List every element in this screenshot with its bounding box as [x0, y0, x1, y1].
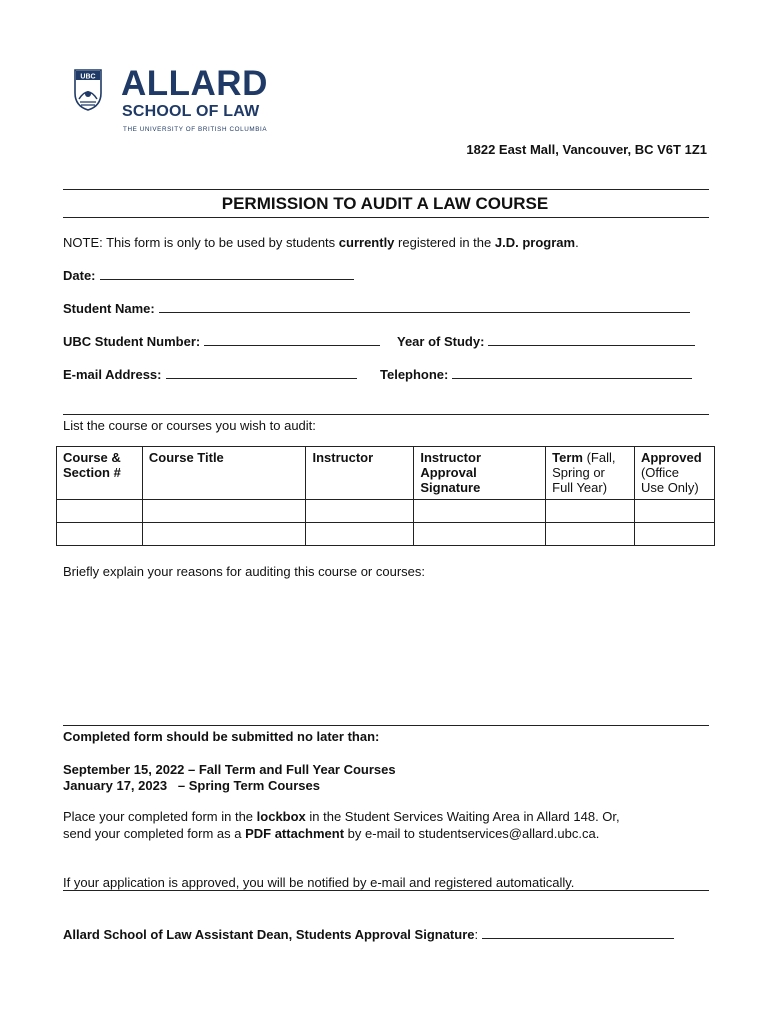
student-name-label: Student Name:: [63, 301, 155, 316]
reasons-rule: [63, 725, 709, 726]
courses-intro: List the course or courses you wish to audit:: [63, 418, 316, 433]
signature-field: Allard School of Law Assistant Dean, Students Approval Signature:: [63, 927, 674, 942]
header-approved: Approved (Office Use Only): [634, 447, 714, 500]
student-name-field: [63, 301, 690, 316]
courses-header-row: [57, 447, 715, 500]
note-suffix: .: [575, 235, 579, 250]
signature-label: Allard School of Law Assistant Dean, Students Approval Signature: [63, 927, 475, 942]
title-rule-top: [63, 189, 709, 190]
courses-rule: [63, 414, 709, 415]
telephone-input[interactable]: [452, 367, 692, 379]
date-input[interactable]: [100, 268, 354, 280]
logo-university: THE UNIVERSITY OF BRITISH COLUMBIA: [123, 126, 268, 133]
submission-instructions: Place your completed form in the lockbox in the Student Services Waiting Area in Allard 148. Or, send your completed form as a PDF attachment by e-mail to studentservices@allard.ubc.ca.: [63, 809, 620, 841]
address: 1822 East Mall, Vancouver, BC V6T 1Z1: [466, 142, 707, 157]
table-cell[interactable]: [414, 500, 546, 523]
note-middle: registered in the: [394, 235, 495, 250]
table-cell[interactable]: [414, 523, 546, 546]
year-of-study-label: Year of Study:: [397, 334, 485, 349]
header-term: Term (Fall, Spring or Full Year): [546, 447, 635, 500]
table-cell[interactable]: [57, 523, 143, 546]
table-cell[interactable]: [546, 500, 635, 523]
deadline-fall: September 15, 2022 – Fall Term and Full Year Courses: [63, 762, 396, 777]
student-number-input[interactable]: [204, 334, 380, 346]
logo-allard: ALLARD: [121, 64, 268, 103]
deadline-spring-text: – Spring Term Courses: [177, 778, 320, 793]
table-cell: [634, 500, 714, 523]
email-label: E-mail Address:: [63, 367, 162, 382]
reasons-textarea[interactable]: [63, 582, 709, 720]
telephone-label: Telephone:: [380, 367, 449, 382]
table-cell[interactable]: [142, 500, 306, 523]
signature-input[interactable]: [482, 927, 674, 939]
table-cell: [634, 523, 714, 546]
table-cell[interactable]: [546, 523, 635, 546]
table-row: [57, 523, 715, 546]
email-field: [63, 367, 357, 382]
note-text: [63, 235, 579, 250]
year-of-study-field: [397, 334, 695, 349]
crest-ubc-text: UBC: [80, 73, 96, 81]
date-label: Date:: [63, 268, 96, 283]
deadline-heading: Completed form should be submitted no later than:: [63, 729, 380, 744]
table-cell[interactable]: [57, 500, 143, 523]
student-number-label: UBC Student Number:: [63, 334, 201, 349]
deadline-spring-date: January 17, 2023: [63, 778, 168, 793]
note-bold-program: J.D. program: [494, 235, 576, 250]
email-input[interactable]: [166, 367, 357, 379]
table-cell[interactable]: [142, 523, 306, 546]
telephone-field: [380, 367, 692, 382]
table-row: [57, 500, 715, 523]
table-cell[interactable]: [306, 523, 414, 546]
reasons-prompt: Briefly explain your reasons for auditing this course or courses:: [63, 564, 426, 579]
header-instructor-approval: Instructor Approval Signature: [414, 447, 546, 500]
header-course-title: Course Title: [142, 447, 306, 500]
student-number-field: [63, 334, 380, 349]
courses-table: [56, 446, 715, 546]
notification-text: If your application is approved, you will be notified by e-mail and registered automatically.: [63, 875, 575, 890]
ubc-crest-logo: [74, 69, 102, 111]
header-course-section: Course & Section #: [57, 447, 143, 500]
table-cell[interactable]: [306, 500, 414, 523]
page-title: PERMISSION TO AUDIT A LAW COURSE: [221, 194, 549, 213]
year-of-study-input[interactable]: [488, 334, 695, 346]
title-rule-bottom: [63, 217, 709, 218]
deadline-spring: [63, 778, 320, 793]
student-name-input[interactable]: [159, 301, 690, 313]
logo-school-of-law: SCHOOL OF LAW: [122, 103, 260, 120]
notification-rule: [63, 890, 709, 891]
header-instructor: Instructor: [306, 447, 414, 500]
note-bold-currently: currently: [338, 235, 395, 250]
note-prefix: NOTE: This form is only to be used by students: [63, 235, 339, 250]
date-field: [63, 268, 354, 283]
